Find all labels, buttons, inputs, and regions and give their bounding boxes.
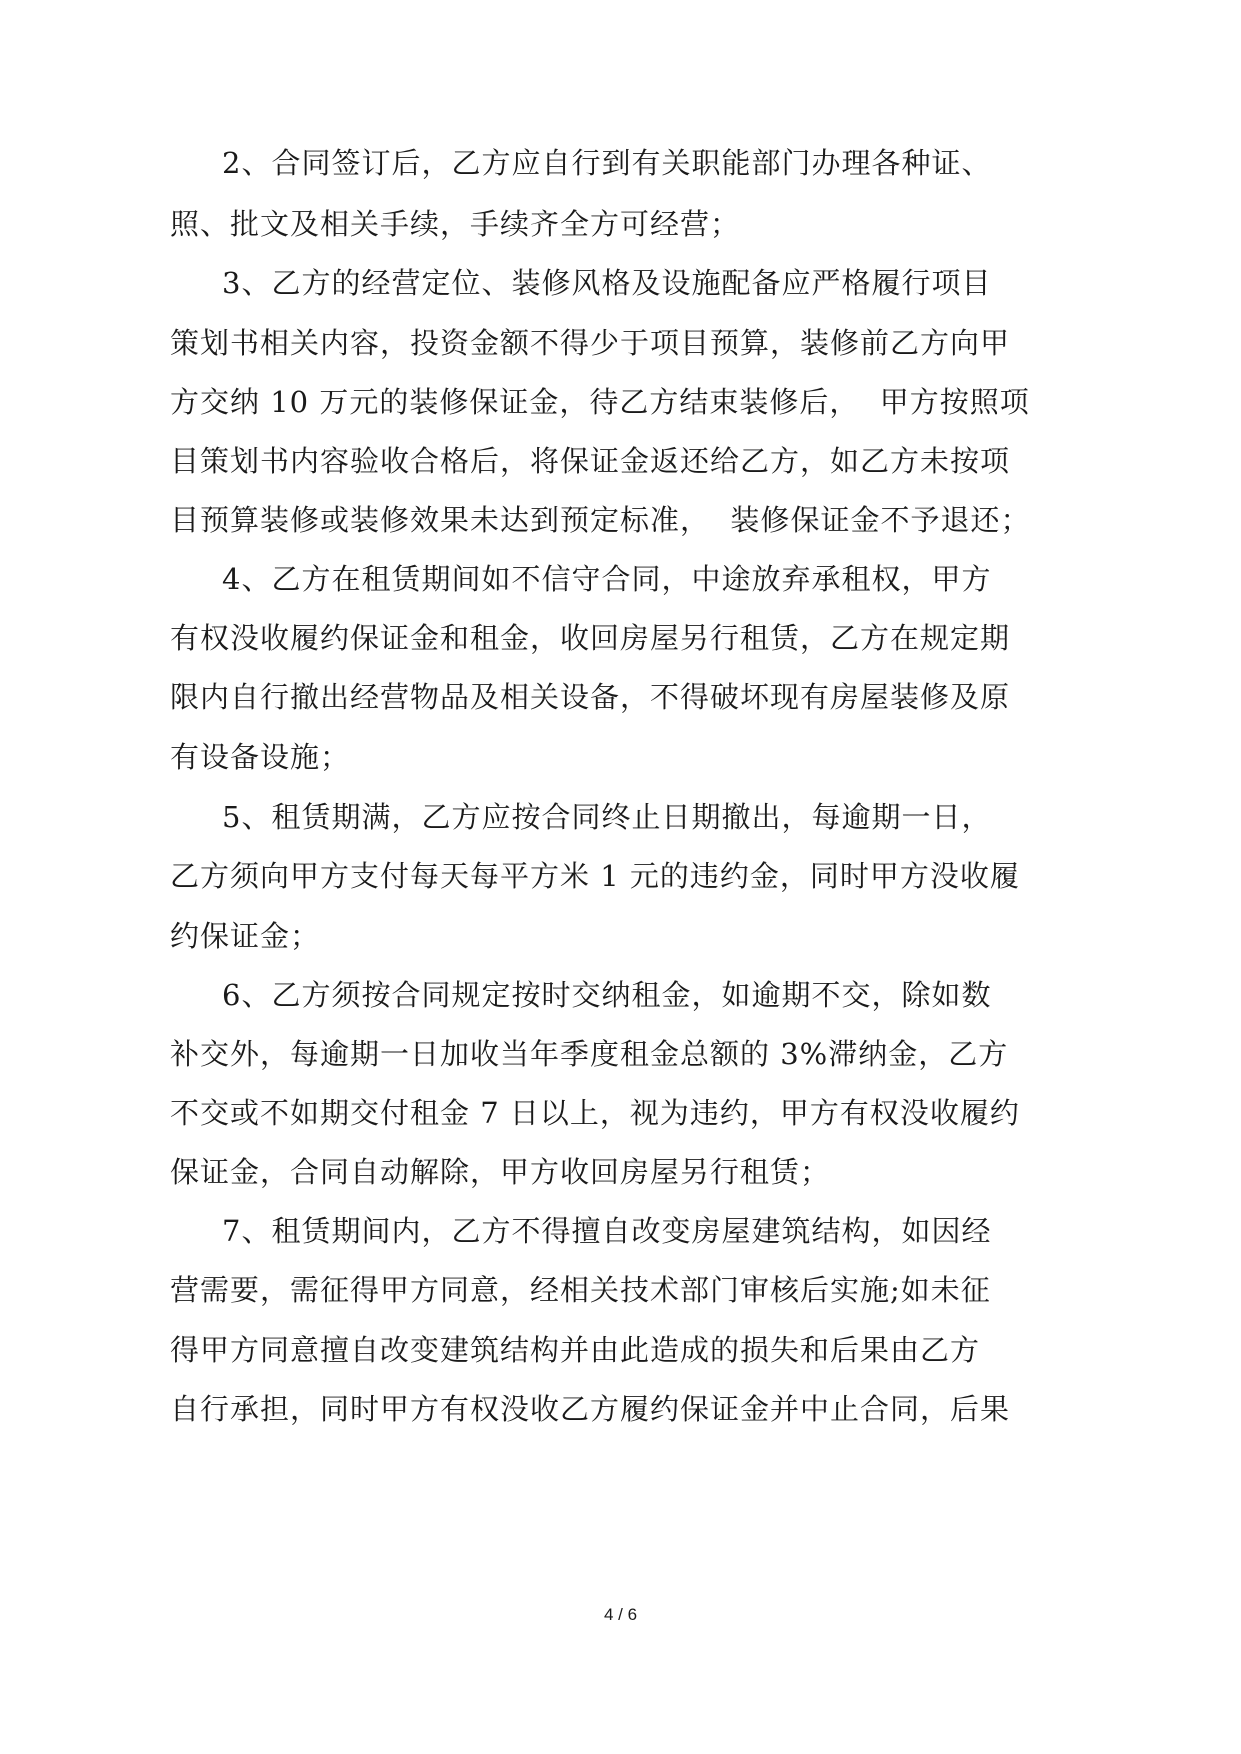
text-line: 2、合同签订后，乙方应自行到有关职能部门办理各种证、 — [222, 146, 992, 180]
text-line: 限内自行撤出经营物品及相关设备，不得破坏现有房屋装修及原 — [170, 680, 1011, 714]
text-line: 目预算装修或装修效果未达到预定标准， 装修保证金不予退还； — [170, 503, 1031, 537]
text-line: 4、乙方在租赁期间如不信守合同，中途放弃承租权，甲方 — [222, 562, 992, 596]
page-number: 4 / 6 — [603, 1605, 638, 1624]
text-line: 策划书相关内容，投资金额不得少于项目预算，装修前乙方向甲 — [170, 326, 1011, 360]
text-line: 补交外，每逾期一日加收当年季度租金总额的 3%滞纳金，乙方 — [170, 1037, 1009, 1071]
text-line: 7、租赁期间内，乙方不得擅自改变房屋建筑结构，如因经 — [222, 1214, 992, 1248]
text-line: 目策划书内容验收合格后，将保证金返还给乙方，如乙方未按项 — [170, 444, 1011, 478]
text-line: 营需要，需征得甲方同意，经相关技术部门审核后实施;如未征 — [170, 1273, 991, 1307]
text-line: 3、乙方的经营定位、装修风格及设施配备应严格履行项目 — [222, 266, 992, 300]
text-line: 有权没收履约保证金和租金，收回房屋另行租赁，乙方在规定期 — [170, 621, 1011, 655]
text-line: 保证金，合同自动解除，甲方收回房屋另行租赁； — [170, 1155, 831, 1189]
text-line: 6、乙方须按合同规定按时交纳租金，如逾期不交，除如数 — [222, 978, 992, 1012]
text-line: 约保证金； — [170, 919, 321, 953]
text-line: 不交或不如期交付租金 7 日以上，视为违约，甲方有权没收履约 — [170, 1096, 1020, 1130]
text-line: 有设备设施； — [170, 740, 351, 774]
text-line: 自行承担，同时甲方有权没收乙方履约保证金并中止合同，后果 — [170, 1392, 1011, 1426]
text-line: 5、租赁期满，乙方应按合同终止日期撤出，每逾期一日， — [222, 800, 992, 834]
text-line: 方交纳 10 万元的装修保证金，待乙方结束装修后， 甲方按照项 — [170, 385, 1030, 419]
text-line: 乙方须向甲方支付每天每平方米 1 元的违约金，同时甲方没收履 — [170, 859, 1020, 893]
text-line: 得甲方同意擅自改变建筑结构并由此造成的损失和后果由乙方 — [170, 1333, 981, 1367]
text-line: 照、批文及相关手续，手续齐全方可经营； — [170, 207, 741, 241]
